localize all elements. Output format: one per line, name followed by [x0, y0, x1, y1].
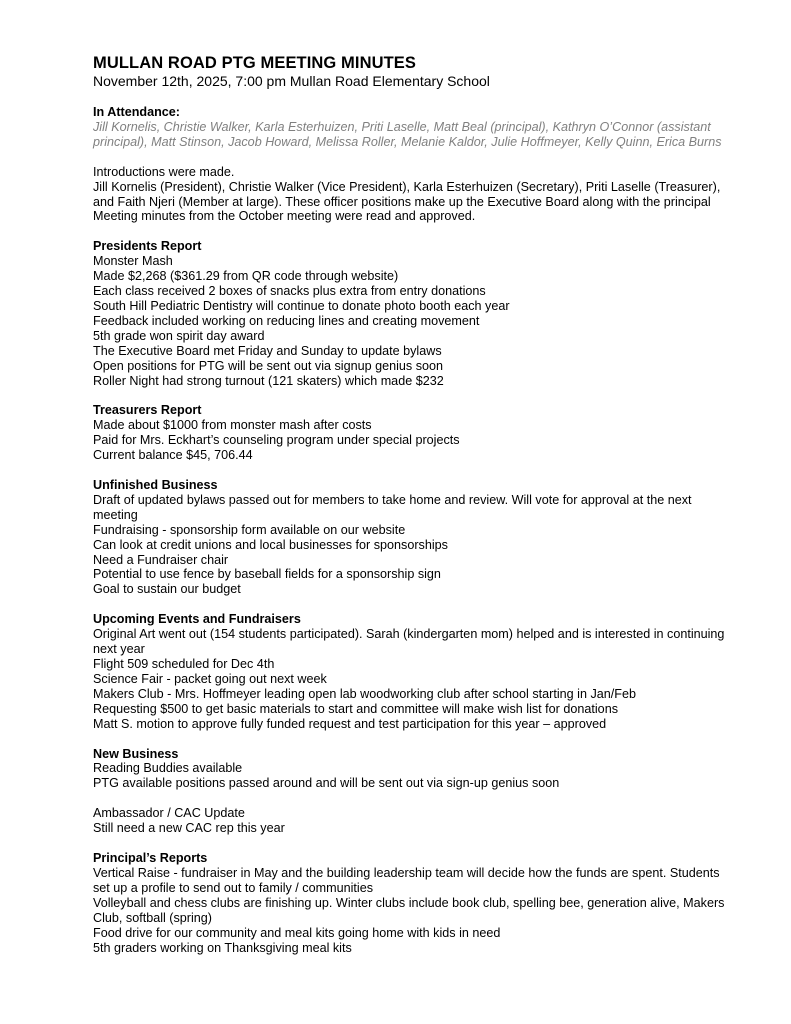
unfinished-line: Goal to sustain our budget: [93, 582, 241, 597]
intro-line: Introductions were made.: [93, 164, 235, 179]
treasurers-line: Current balance $45, 706.44: [93, 448, 253, 463]
new-business-heading: New Business: [93, 746, 179, 761]
attendance-section: [93, 105, 733, 150]
presidents-line: 5th grade won spirit day award: [93, 328, 265, 343]
presidents-report-heading: Presidents Report: [93, 239, 202, 254]
new-business-section: [93, 747, 733, 792]
treasurers-line: Paid for Mrs. Eckhart’s counseling program under special projects: [93, 433, 460, 448]
minutes-document: [93, 53, 733, 970]
principals-line: Volleyball and chess clubs are finishing up. Winter clubs include book club, spelling bee, generation alive, Makers Club, softball (spring): [93, 895, 725, 925]
principals-reports-heading: Principal’s Reports: [93, 851, 208, 866]
presidents-line: Made $2,268 ($361.29 from QR code through website): [93, 269, 399, 284]
attendee-list: Jill Kornelis, Christie Walker, Karla Esterhuizen, Priti Laselle, Matt Beal (principal), Kathryn O’Connor (assistant principal), Matt Stinson, Jacob Howard, Melissa Roller, Melanie Kaldor, Julie Hoffmeyer, Kelly Quinn, Erica Burns: [93, 119, 722, 149]
document-title: MULLAN ROAD PTG MEETING MINUTES: [93, 54, 417, 72]
principals-line: Food drive for our community and meal kits going home with kids in need: [93, 925, 501, 940]
upcoming-line: Flight 509 scheduled for Dec 4th: [93, 657, 275, 671]
unfinished-business-heading: Unfinished Business: [93, 478, 218, 493]
unfinished-business-section: [93, 478, 733, 597]
unfinished-line: Draft of updated bylaws passed out for members to take home and review. Will vote for approval at the next meeting: [93, 492, 692, 522]
upcoming-line: Makers Club - Mrs. Hoffmeyer leading open lab woodworking club after school starting in Jan/Feb: [93, 686, 636, 701]
new-business-line: PTG available positions passed around and will be sent out via sign-up genius soon: [93, 776, 560, 791]
unfinished-line: Potential to use fence by baseball fields for a sponsorship sign: [93, 567, 441, 582]
principals-line: 5th graders working on Thanksgiving meal kits: [93, 940, 352, 955]
presidents-line: Each class received 2 boxes of snacks plus extra from entry donations: [93, 284, 486, 299]
presidents-line: Roller Night had strong turnout (121 skaters) which made $232: [93, 373, 444, 388]
presidents-line: South Hill Pediatric Dentistry will continue to donate photo booth each year: [93, 298, 510, 313]
upcoming-line: Science Fair - packet going out next week: [93, 671, 327, 686]
upcoming-line: Original Art went out (154 students participated). Sarah (kindergarten mom) helped and is interested in continuing next year: [93, 627, 725, 657]
presidents-line: Feedback included working on reducing lines and creating movement: [93, 313, 480, 328]
presidents-line: The Executive Board met Friday and Sunday to update bylaws: [93, 343, 442, 358]
ambassador-update-section: [93, 806, 733, 836]
meeting-date-location: November 12th, 2025, 7:00 pm Mullan Road Elementary School: [93, 73, 490, 89]
attendance-heading: In Attendance:: [93, 105, 180, 119]
principals-line: Vertical Raise - fundraiser in May and the building leadership team will decide how the funds are spent. Students set up a profile to send out to family / communities: [93, 865, 720, 895]
officers-line: Jill Kornelis (President), Christie Walker (Vice President), Karla Esterhuizen (Secretary), Priti Laselle (Treasurer), and Faith Njeri (Member at large). These officer positions make up the Executive Board along with the principal Meeting minutes from the October meeting were read and approved.: [93, 179, 721, 224]
unfinished-line: Can look at credit unions and local businesses for sponsorships: [93, 537, 448, 552]
presidents-line: Monster Mash: [93, 254, 173, 269]
treasurers-line: Made about $1000 from monster mash after costs: [93, 418, 372, 433]
new-business-line: Reading Buddies available: [93, 761, 243, 776]
intro-section: [93, 165, 733, 225]
upcoming-line: Matt S. motion to approve fully funded request and test participation for this year – approved: [93, 716, 607, 731]
treasurers-report-heading: Treasurers Report: [93, 403, 202, 418]
upcoming-events-section: [93, 612, 733, 731]
upcoming-line: Requesting $500 to get basic materials to start and committee will make wish list for donations: [93, 701, 618, 716]
presidents-report-section: [93, 239, 733, 388]
upcoming-events-heading: Upcoming Events and Fundraisers: [93, 612, 301, 627]
ambassador-line: Still need a new CAC rep this year: [93, 821, 285, 836]
ambassador-update-label: Ambassador / CAC Update: [93, 806, 245, 821]
principals-reports-section: [93, 851, 733, 955]
treasurers-report-section: [93, 403, 733, 463]
presidents-line: Open positions for PTG will be sent out via signup genius soon: [93, 358, 444, 373]
unfinished-line: Fundraising - sponsorship form available on our website: [93, 522, 406, 537]
unfinished-line: Need a Fundraiser chair: [93, 552, 229, 567]
